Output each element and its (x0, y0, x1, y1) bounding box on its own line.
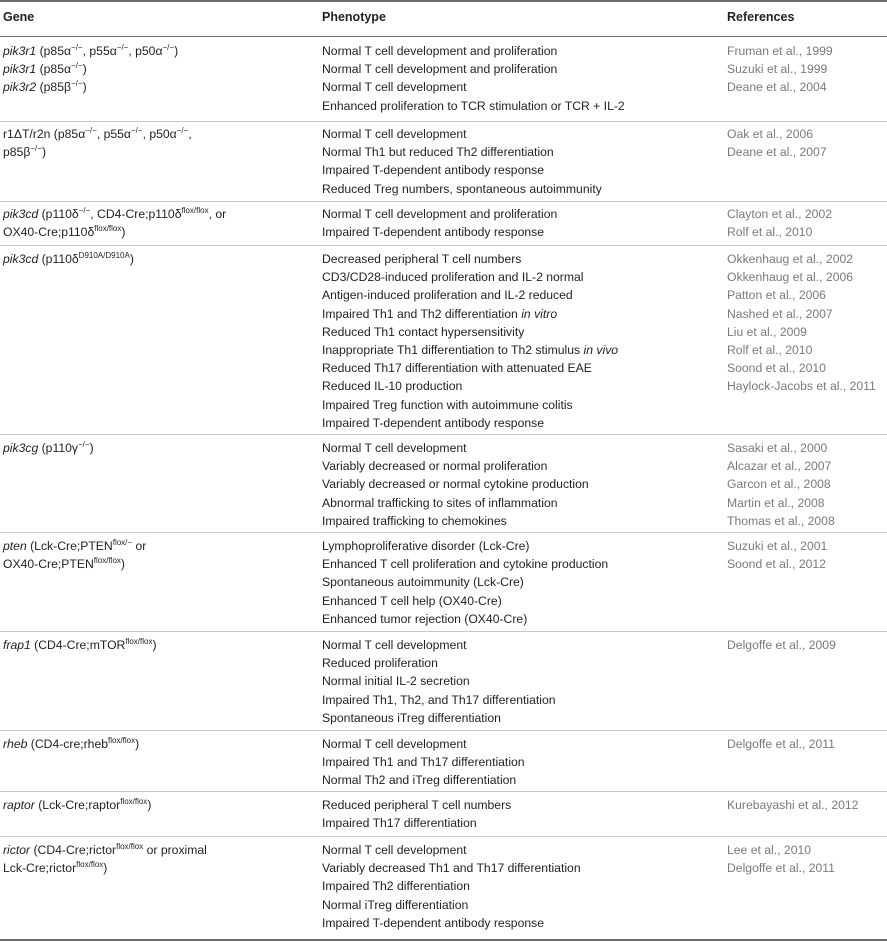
reference-line: Thomas et al., 2008 (727, 513, 835, 528)
text-run: OX40-Cre;p110δ (3, 225, 95, 240)
phenotype-line: Impaired Th17 differentiation (322, 816, 477, 831)
superscript: flox/flox (125, 637, 153, 646)
header-references: References (727, 10, 795, 24)
text-run: Inappropriate Th1 differentiation to Th2 stimulus (322, 342, 584, 357)
reference-line: Delgoffe et al., 2011 (727, 861, 835, 876)
superscript: −/− (85, 126, 97, 135)
gene-line (3, 78, 178, 96)
reference-line: Lee et al., 2010 (727, 843, 812, 857)
text-run: Lck-Cre;rictor (3, 861, 77, 876)
text-run: ) (82, 80, 87, 95)
reference-line: Suzuki et al., 1999 (727, 62, 828, 77)
reference-line: Patton et al., 2006 (727, 288, 826, 303)
text-run: ) (147, 798, 152, 812)
text-run: (CD4-Cre;rictor (30, 843, 117, 857)
gene-line (3, 796, 151, 814)
superscript: −/− (71, 79, 83, 89)
text-run: Decreased peripheral T cell numbers (322, 252, 522, 266)
gene-line (3, 537, 146, 555)
superscript: −/− (77, 440, 90, 449)
italic-text: in vitro (521, 306, 558, 321)
superscript: flox/flox (93, 556, 121, 566)
phenotype-line: Impaired trafficking to chemokines (322, 513, 507, 528)
gene-cell (3, 537, 146, 573)
text-run: (p110δ (38, 207, 79, 221)
phenotype-line: Enhanced T cell proliferation and cytokine production (322, 557, 609, 572)
italic-text: rheb (3, 737, 28, 751)
text-run: , p55α (96, 127, 131, 141)
reference-line: Rolf et al., 2010 (727, 342, 813, 357)
reference-line: Nashed et al., 2007 (727, 306, 833, 321)
reference-line: Rolf et al., 2010 (727, 225, 813, 240)
text-run: ) (82, 62, 87, 77)
text-run: CD3/CD28-induced proliferation and IL-2 normal (322, 270, 584, 285)
row-separator (0, 631, 887, 632)
phenotype-line: Enhanced tumor rejection (OX40-Cre) (322, 611, 528, 626)
italic-text: frap1 (3, 638, 31, 652)
references-cell (727, 250, 876, 396)
references-cell (727, 796, 858, 814)
bottom-rule (0, 939, 887, 941)
superscript: −/− (78, 206, 91, 215)
gene-cell (3, 636, 157, 654)
superscript: −/− (30, 144, 42, 154)
reference-line: Suzuki et al., 2001 (727, 539, 828, 553)
phenotype-line (322, 359, 618, 377)
header-rule (0, 36, 887, 37)
phenotype-cell (322, 735, 525, 790)
reference-line: Haylock-Jacobs et al., 2011 (727, 379, 876, 394)
superscript: flox/− (112, 538, 133, 547)
reference-line: Fruman et al., 1999 (727, 44, 833, 58)
text-run: (p110γ (38, 441, 78, 455)
text-run: , p50α (128, 44, 163, 58)
phenotype-cell (322, 537, 608, 628)
gene-line (3, 250, 134, 268)
text-run: Antigen-induced proliferation and IL-2 reduced (322, 288, 573, 303)
phenotype-cell (322, 796, 511, 832)
gene-line (3, 205, 226, 223)
phenotype-line: Normal T cell development (322, 441, 467, 455)
row-separator (0, 201, 887, 202)
italic-text: pten (3, 539, 27, 553)
phenotype-line (322, 323, 618, 341)
text-run: (Lck-Cre;PTEN (26, 539, 113, 553)
reference-line: Martin et al., 2008 (727, 495, 825, 510)
text-run: (CD4-cre;rheb (27, 737, 108, 751)
text-run: ) (89, 441, 94, 455)
superscript: D910A/D910A (78, 251, 130, 260)
italic-text: pik3r1 (3, 62, 37, 77)
superscript: flox/flox (116, 842, 144, 851)
reference-line: Liu et al., 2009 (727, 324, 807, 339)
phenotype-cell (322, 841, 581, 932)
text-run: OX40-Cre;PTEN (3, 557, 94, 572)
phenotype-line: Variably decreased Th1 and Th17 differentiation (322, 861, 581, 876)
phenotype-line (322, 305, 618, 323)
phenotype-line: Normal T cell development (322, 638, 467, 652)
italic-text: pik3cd (3, 252, 39, 266)
references-cell (727, 537, 827, 573)
reference-line: Garcon et al., 2008 (727, 477, 831, 492)
superscript: −/− (71, 61, 83, 71)
phenotype-line (322, 250, 618, 268)
phenotype-cell (322, 205, 557, 241)
text-run: Reduced IL-10 production (322, 379, 463, 394)
phenotype-line: Abnormal trafficking to sites of inflammation (322, 495, 558, 510)
gene-cell (3, 735, 139, 753)
row-separator (0, 532, 887, 533)
row-separator (0, 121, 887, 122)
text-run: ) (174, 44, 179, 58)
reference-line: Delgoffe et al., 2011 (727, 737, 835, 751)
text-run: r1ΔT/r2n (p85α (3, 127, 86, 141)
phenotype-line: Lymphoproliferative disorder (Lck-Cre) (322, 539, 530, 553)
text-run: Reduced Th1 contact hypersensitivity (322, 324, 525, 339)
superscript: −/− (116, 43, 129, 52)
text-run: or (132, 539, 147, 553)
text-run: Impaired T-dependent antibody response (322, 415, 545, 430)
text-run: p85β (3, 145, 31, 160)
superscript: flox/flox (108, 736, 136, 745)
reference-line: Okkenhaug et al., 2002 (727, 252, 854, 266)
superscript: flox/flox (120, 797, 148, 806)
gene-line (3, 143, 192, 161)
text-run: (p85α (36, 44, 72, 58)
gene-line (3, 859, 207, 877)
text-run: or proximal (143, 843, 207, 857)
reference-line: Deane et al., 2004 (727, 80, 827, 95)
text-run: Impaired Treg function with autoimmune colitis (322, 397, 573, 412)
phenotype-line: Normal T cell development (322, 127, 467, 141)
reference-line: Soond et al., 2012 (727, 557, 826, 572)
text-run: ) (129, 252, 134, 266)
text-run: ) (120, 557, 125, 572)
row-separator (0, 434, 887, 435)
phenotype-line: Normal T cell development (322, 737, 467, 751)
text-run: ) (152, 638, 157, 652)
phenotype-cell (322, 42, 625, 115)
gene-line (3, 735, 139, 753)
gene-line (3, 60, 178, 78)
italic-text: pik3r1 (3, 44, 37, 58)
phenotype-line: Impaired Th2 differentiation (322, 879, 470, 894)
gene-line (3, 439, 94, 457)
phenotype-cell (322, 636, 556, 727)
phenotype-line: Reduced peripheral T cell numbers (322, 798, 512, 812)
phenotype-line: Spontaneous iTreg differentiation (322, 710, 501, 725)
phenotype-line: Normal T cell development (322, 843, 467, 857)
phenotype-line: Normal T cell development (322, 80, 467, 95)
row-separator (0, 791, 887, 792)
phenotype-line: Reduced Treg numbers, spontaneous autoimmunity (322, 181, 602, 196)
reference-line: Deane et al., 2007 (727, 145, 827, 160)
superscript: −/− (130, 126, 143, 135)
text-run: ) (121, 225, 126, 240)
phenotype-line: Impaired Th1, Th2, and Th17 differentiation (322, 692, 556, 707)
phenotype-line: Normal initial IL-2 secretion (322, 674, 470, 689)
phenotype-line: Reduced proliferation (322, 656, 438, 671)
phenotype-cell (322, 250, 618, 432)
phenotype-line: Normal T cell development and proliferation (322, 62, 558, 77)
superscript: flox/flox (76, 860, 104, 870)
text-run: ) (135, 737, 140, 751)
gene-cell (3, 205, 226, 241)
phenotype-cell (322, 125, 602, 198)
row-separator (0, 730, 887, 731)
references-cell (727, 439, 835, 530)
gene-line (3, 555, 146, 573)
phenotype-line: Variably decreased or normal cytokine production (322, 477, 589, 492)
references-cell (727, 735, 835, 753)
gene-cell (3, 796, 151, 814)
text-run: , p55α (82, 44, 117, 58)
text-run: ) (41, 145, 46, 160)
phenotype-line: Spontaneous autoimmunity (Lck-Cre) (322, 575, 524, 590)
gene-line (3, 841, 207, 859)
gene-cell (3, 439, 94, 457)
superscript: flox/flox (181, 206, 209, 215)
italic-text: pik3cg (3, 441, 39, 455)
text-run: , p50α (142, 127, 177, 141)
phenotype-line: Variably decreased or normal proliferation (322, 459, 548, 474)
text-run: (p85β (36, 80, 71, 95)
row-separator (0, 245, 887, 246)
text-run: , (188, 127, 192, 141)
phenotype-line: Impaired T-dependent antibody response (322, 163, 545, 178)
phenotype-line: Normal iTreg differentiation (322, 897, 469, 912)
references-cell (727, 205, 832, 241)
phenotype-line (322, 414, 618, 432)
phenotype-cell (322, 439, 589, 530)
italic-text: pik3cd (3, 207, 39, 221)
references-cell (727, 841, 835, 877)
phenotype-line: Normal Th2 and iTreg differentiation (322, 773, 517, 788)
text-run: (p110δ (38, 252, 79, 266)
phenotype-line: Impaired T-dependent antibody response (322, 225, 545, 240)
italic-text: in vivo (583, 342, 619, 357)
reference-line: Clayton et al., 2002 (727, 207, 833, 221)
phenotype-line (322, 377, 618, 395)
phenotype-line (322, 268, 618, 286)
reference-line: Sasaki et al., 2000 (727, 441, 828, 455)
phenotype-line (322, 396, 618, 414)
italic-text: raptor (3, 798, 35, 812)
phenotype-line: Impaired Th1 and Th17 differentiation (322, 755, 525, 770)
text-run: , CD4-Cre;p110δ (90, 207, 182, 221)
phenotype-line: Normal Th1 but reduced Th2 differentiation (322, 145, 554, 160)
superscript: flox/flox (94, 224, 122, 234)
references-cell (727, 125, 827, 161)
phenotype-line: Impaired T-dependent antibody response (322, 915, 545, 930)
text-run: ) (103, 861, 108, 876)
gene-line (3, 125, 192, 143)
reference-line: Kurebayashi et al., 2012 (727, 798, 859, 812)
text-run: (CD4-Cre;mTOR (30, 638, 126, 652)
reference-line: Alcazar et al., 2007 (727, 459, 832, 474)
references-cell (727, 636, 836, 654)
superscript: −/− (176, 126, 189, 135)
top-rule (0, 0, 887, 2)
reference-line: Soond et al., 2010 (727, 361, 826, 376)
text-run: Reduced Th17 differentiation with attenuated EAE (322, 361, 592, 376)
superscript: −/− (162, 43, 175, 52)
text-run: (Lck-Cre;raptor (34, 798, 121, 812)
phenotype-line: Normal T cell development and proliferation (322, 207, 558, 221)
gene-cell (3, 841, 207, 877)
reference-line: Oak et al., 2006 (727, 127, 814, 141)
phenotype-line: Normal T cell development and proliferation (322, 44, 558, 58)
gene-cell (3, 125, 192, 161)
superscript: −/− (71, 43, 83, 52)
italic-text: pik3r2 (3, 80, 37, 95)
gene-line (3, 42, 178, 60)
phenotype-line: Enhanced T cell help (OX40-Cre) (322, 593, 502, 608)
reference-line: Okkenhaug et al., 2006 (727, 270, 854, 285)
phenotype-line (322, 341, 618, 359)
text-run: Impaired Th1 and Th2 differentiation (322, 306, 522, 321)
row-separator (0, 836, 887, 837)
gene-line (3, 223, 226, 241)
header-phenotype: Phenotype (322, 10, 386, 24)
reference-line: Delgoffe et al., 2009 (727, 638, 836, 652)
italic-text: rictor (3, 843, 31, 857)
header-gene: Gene (3, 10, 35, 24)
gene-cell (3, 42, 178, 97)
text-run: (p85α (36, 62, 72, 77)
phenotype-line (322, 286, 618, 304)
references-cell (727, 42, 833, 97)
gene-cell (3, 250, 134, 268)
text-run: , or (208, 207, 227, 221)
gene-line (3, 636, 157, 654)
phenotype-line: Enhanced proliferation to TCR stimulation or TCR + IL-2 (322, 98, 625, 113)
